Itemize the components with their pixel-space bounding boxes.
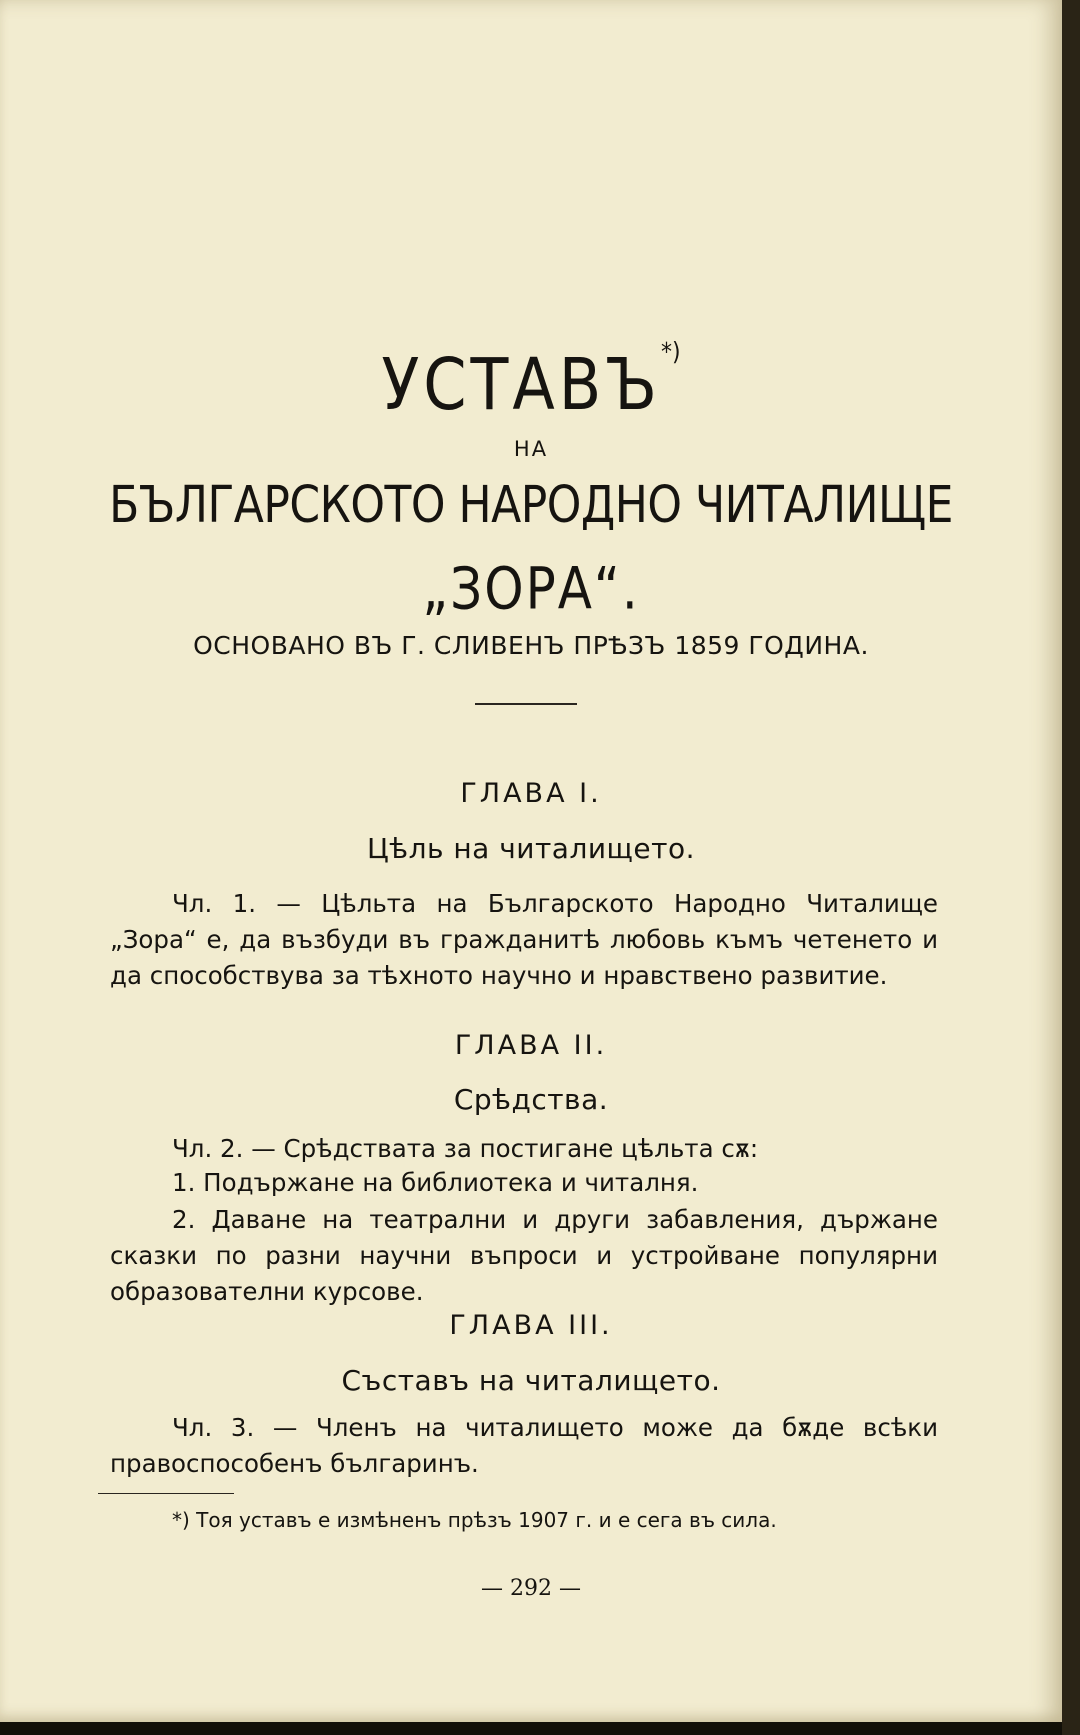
article-3-paragraph: Чл. 3. — Членъ на читалището може да бѫде всѣки правоспособенъ българинъ.	[110, 1413, 938, 1478]
title-footnote-mark: *)	[660, 337, 681, 367]
article-1-paragraph: Чл. 1. — Цѣльта на Българското Народно Читалище „Зора“ е, да възбуди въ гражданитѣ любовь къмъ четенето и да способствува за тѣхното научно и нравствено развитие.	[110, 889, 938, 990]
page-edge-shadow	[1062, 0, 1080, 1735]
article-2-item-2: 2. Даване на театрални и други забавления, държане сказки по разни научни въпроси и устройване популярни образователни курсове.	[110, 1205, 938, 1306]
chapter-2-title: Срѣдства.	[453, 1083, 609, 1116]
founded-line: ОСНОВАНО ВЪ Г. СЛИВЕНЪ ПРѢЗЪ 1859 ГОДИНА.	[193, 631, 869, 660]
title-preposition: НА	[513, 437, 549, 461]
article-2-intro: Чл. 2. — Срѣдствата за постигане цѣльта сѫ:	[172, 1134, 759, 1163]
title-divider	[475, 703, 577, 705]
article-2-item-1: 1. Подържане на библиотека и читалня.	[172, 1168, 699, 1197]
footnote: *) Тоя уставъ е измѣненъ прѣзъ 1907 г. и е сега въ сила.	[172, 1508, 777, 1532]
society-name: „ЗОРА“.	[422, 555, 640, 623]
organization-name: БЪЛГАРСКОТО НАРОДНО ЧИТАЛИЩЕ	[109, 476, 953, 535]
chapter-3-title: Съставъ на читалището.	[341, 1364, 721, 1397]
title-text: УСТАВЪ	[381, 342, 661, 427]
chapter-1-label: ГЛАВА I.	[460, 778, 602, 809]
page-number: — 292 —	[481, 1576, 581, 1601]
chapter-1-title: Цѣль на читалището.	[367, 832, 695, 865]
chapter-2-label: ГЛАВА II.	[454, 1030, 608, 1061]
document-title	[0, 337, 1062, 427]
chapter-3-label: ГЛАВА III.	[449, 1310, 613, 1341]
footnote-divider	[98, 1493, 234, 1494]
